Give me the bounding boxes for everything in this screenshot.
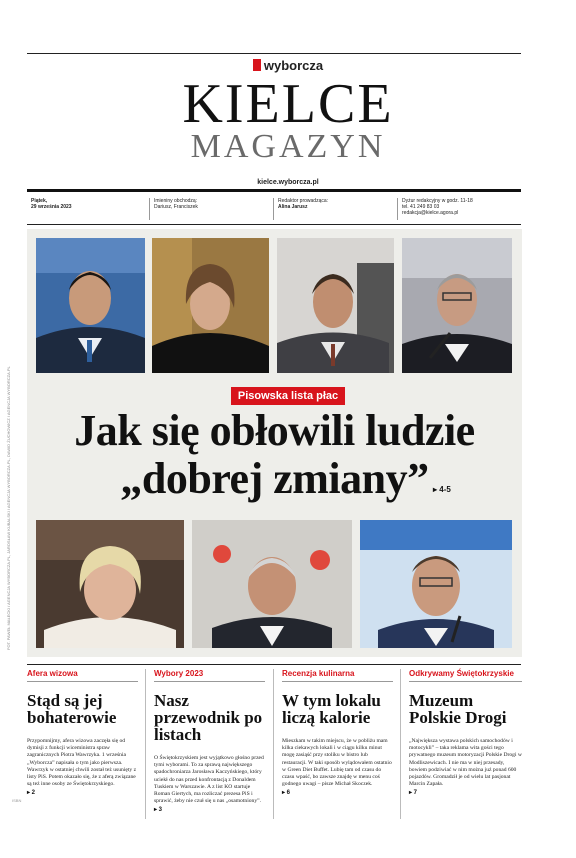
teaser-column-1[interactable] — [27, 669, 138, 796]
teaser-section: Afera wizowa — [27, 669, 138, 682]
portrait-photo-3 — [277, 238, 394, 373]
teaser-section: Recenzja kulinarna — [282, 669, 393, 682]
teaser-title[interactable]: Stąd są jej bohaterowie — [27, 691, 117, 727]
teaser-section: Wybory 2023 — [154, 669, 265, 682]
nameday-label: Imieniny obchodzą: — [154, 198, 198, 204]
column-divider — [400, 669, 401, 819]
teasers-rule — [27, 664, 521, 665]
teaser-body: Mieszkam w takim miejscu, że w pobliżu mam kilka ciekawych lokali i w ciągu kilku minut mogę zasiąść przy stoliku w bistro lub restauracji. W taki sposób wylądowałem ostatnio w Green Diet Buffet. Lubię tam od czasu do czasu wpaść, bo zawsze znajdę w menu coś godnego uwagi – pisze Michał Skoczek. — [282, 738, 392, 788]
teaser-column-4[interactable] — [409, 669, 522, 796]
teaser-page-ref[interactable]: ▸ 7 — [409, 790, 418, 797]
teaser-title[interactable]: Muzeum Polskie Drogi — [409, 691, 507, 727]
teaser-page-ref[interactable]: ▸ 6 — [282, 790, 291, 797]
cover-kicker — [0, 386, 576, 405]
teaser-title[interactable]: Nasz przewodnik po listach — [154, 691, 263, 744]
brand-logo — [0, 58, 576, 73]
column-divider — [273, 669, 274, 819]
teaser-page-ref[interactable]: ▸ 2 — [27, 790, 36, 797]
brand-text: wyborcza — [263, 58, 324, 73]
column-divider — [145, 669, 146, 819]
cover-page-ref[interactable]: ▸ 4-5 — [433, 485, 451, 494]
kicker-label: Pisowska lista płac — [231, 387, 345, 405]
footer-code: ISBN — [12, 798, 22, 803]
teaser-title[interactable]: W tym lokalu liczą kalorie — [282, 691, 381, 727]
headline-line-1: Jak się obłowili ludzie — [74, 406, 475, 455]
photo-credit — [6, 366, 18, 650]
brand-square-icon — [253, 59, 261, 71]
duty-phone[interactable]: tel. 41 249 83 03 — [402, 204, 440, 210]
info-rule — [27, 224, 521, 225]
date-box — [27, 198, 149, 220]
date-full: 29 września 2023 — [31, 204, 72, 210]
portrait-photo-2 — [152, 238, 269, 373]
editor-name: Alina Jarusz — [278, 204, 308, 210]
teaser-column-2[interactable] — [154, 669, 265, 813]
portrait-photo-5 — [36, 520, 184, 648]
site-url[interactable]: kielce.wyborcza.pl — [257, 179, 319, 186]
teaser-column-3[interactable] — [282, 669, 393, 796]
portrait-photo-7 — [360, 520, 512, 648]
masthead-title: KIELCE — [182, 73, 394, 135]
portrait-photo-6 — [192, 520, 352, 648]
nameday-names: Dariusz, Franciszek — [154, 204, 198, 210]
masthead-subtitle: MAGAZYN — [190, 128, 386, 165]
duty-email[interactable]: redakcja@kielce.agora.pl — [402, 210, 459, 216]
portrait-photo-4 — [402, 238, 512, 373]
teaser-body: „Największa wystawa polskich samochodów i motocykli” – taka reklama wita gości tego prywatnego muzeum motoryzacji Polskie Drogi w Modliszewicach. I nie ma w niej przesady, bowiem podziwiać w nim można już ponad 600 pojazdów. Gromadził je od wielu lat pasjonat Marcin Zapała. — [409, 738, 522, 788]
teaser-body: O Świętokrzyskiem jest wyjątkowo głośno przed tymi wyborami. To za sprawą największego spadochroniarza Jarosława Kaczyńskiego, który uciekł do nas przed konfrontacją z Donaldem Tuskiem w Warszawie. A z list KO startuje Roman Giertych, ma rozliczać prezesa PiS i sprawić, żeby nie czuł się u nas „osamotniony”. — [154, 755, 264, 805]
teaser-body: Przypomnijmy, afera wizowa zaczęła się od dymisji z funkcji wiceministra spraw zagranicznych Piotra Wawrzyka. 1 września „Wyborcza” napisała o tym jako pierwsza. Wawrzyk w ostatniej chwili został też usunięty z listy PiS. Potem okazało się, że z aferą związane są też inne osoby ze Świętokrzyskiego. — [27, 738, 137, 788]
headline-line-2: „dobrej zmiany” — [120, 454, 429, 503]
editor-label: Redaktor prowadząca: — [278, 198, 329, 204]
teaser-page-ref[interactable]: ▸ 3 — [154, 807, 163, 814]
masthead-rule — [27, 189, 521, 192]
editor-box — [273, 198, 396, 220]
nameday-box — [149, 198, 272, 220]
duty-hours: Dyżur redakcyjny w godz. 11-18 — [402, 198, 473, 204]
info-bar — [27, 198, 521, 220]
portrait-photo-1 — [36, 238, 145, 373]
duty-box — [397, 198, 526, 220]
top-rule — [27, 53, 521, 54]
teaser-section: Odkrywamy Świętokrzyskie — [409, 669, 522, 682]
photo-credit-text: FOT. PAWEŁ MAŁECKI / AGENCJA WYBORCZA.PL, JAROSŁAW KUBALSKI / AGENCJA WYBORCZA.PL, DAWID ŻUCHOWICZ / AGENCJA WYBORCZA.PL — [6, 366, 11, 650]
date-day: Piątek, — [31, 198, 48, 204]
